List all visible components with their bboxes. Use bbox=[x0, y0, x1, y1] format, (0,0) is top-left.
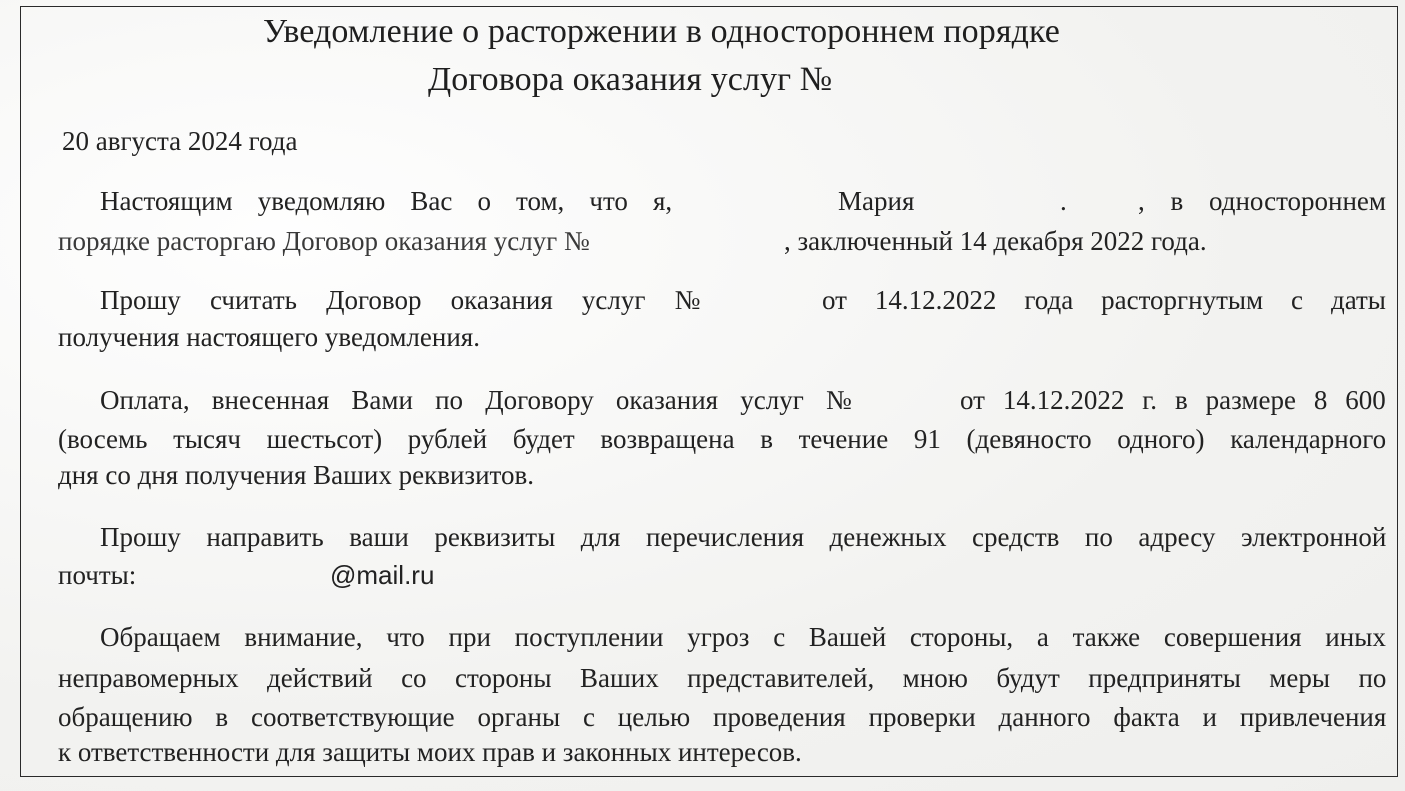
p1-line-2-start: порядке расторгаю Договор оказания услуг № bbox=[58, 226, 590, 256]
document-title-line-1: Уведомление о расторжении в одностороннем порядке bbox=[263, 13, 1060, 50]
document-title-line-2: Договора оказания услуг № bbox=[428, 61, 833, 98]
email-address: @mail.ru bbox=[330, 560, 435, 590]
p5-line-1: Обращаем внимание, что при поступлении угроз с Вашей стороны, а также совершения иных bbox=[100, 622, 1386, 652]
p5-line-3: обращению в соответствующие органы с целью проведения проверки данного факта и привлечения bbox=[58, 702, 1387, 732]
p3-line-1-end: от 14.12.2022 г. в размере 8 600 bbox=[960, 385, 1386, 415]
p5-line-2: неправомерных действий со стороны Ваших представителей, мною будут предприняты меры по bbox=[58, 663, 1387, 693]
p1-name: Мария bbox=[838, 186, 915, 216]
p1-line-2-end: , заключенный 14 декабря 2022 года. bbox=[784, 226, 1207, 256]
p1-line-1-start: Настоящим уведомляю Вас о том, что я, bbox=[100, 186, 673, 216]
p2-line-2: получения настоящего уведомления. bbox=[58, 322, 480, 352]
p3-line-1-start: Оплата, внесенная Вами по Договору оказания услуг № bbox=[100, 385, 852, 415]
p1-line-1-end: , в одностороннем bbox=[1138, 186, 1386, 216]
p4-line-1: Прошу направить ваши реквизиты для перечисления денежных средств по адресу электронной bbox=[100, 522, 1387, 552]
p1-redacted-dot: . bbox=[1060, 186, 1067, 216]
p2-line-1-end: от 14.12.2022 года расторгнутым с даты bbox=[822, 285, 1386, 315]
p5-line-4: к ответственности для защиты моих прав и законных интересов. bbox=[58, 737, 802, 767]
p2-line-1-start: Прошу считать Договор оказания услуг № bbox=[100, 285, 701, 315]
p3-line-3: дня со дня получения Ваших реквизитов. bbox=[58, 460, 534, 490]
document-date: 20 августа 2024 года bbox=[62, 126, 298, 156]
p4-line-2-label: почты: bbox=[58, 560, 137, 590]
p3-line-2: (восемь тысяч шестьсот) рублей будет возвращена в течение 91 (девяносто одного) календарного bbox=[58, 424, 1387, 454]
